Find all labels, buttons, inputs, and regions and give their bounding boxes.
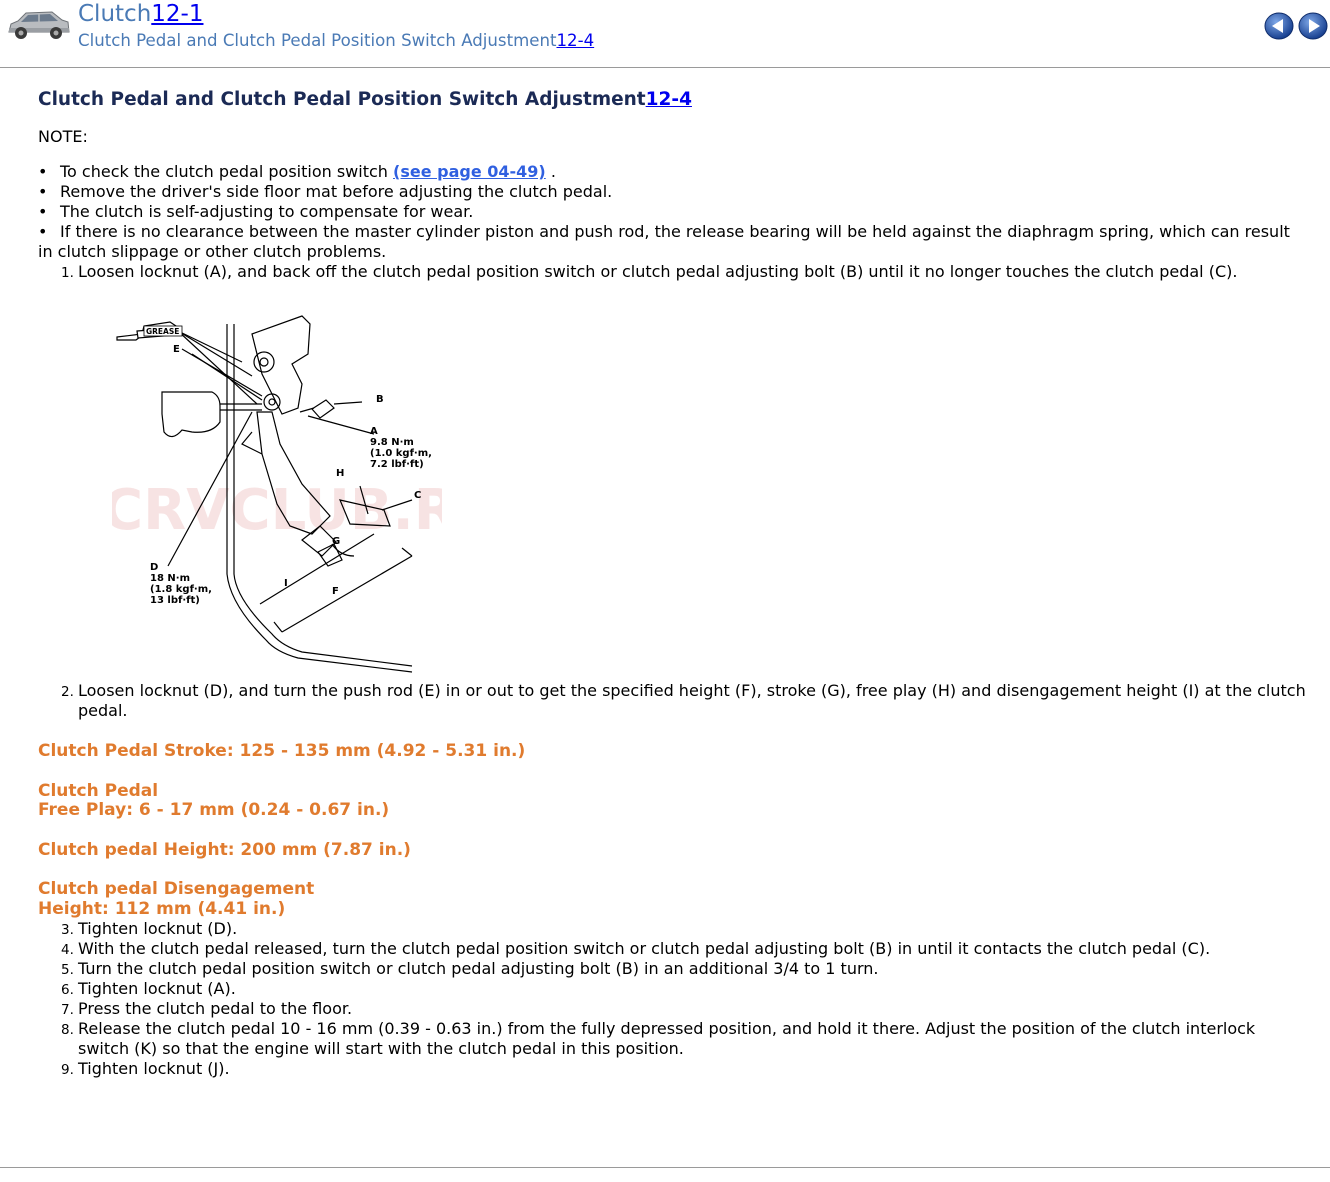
label-d: D [150,562,159,573]
header-subtitle-link[interactable]: 12-4 [556,31,595,50]
header-title [78,1,203,27]
label-h: H [336,468,345,479]
spec-disengagement-line1: Clutch pedal Disengagement [38,879,315,899]
step-text: Tighten locknut (A). [78,979,236,998]
label-a-torque-2: (1.0 kgf·m, [370,448,432,459]
note-4-text: If there is no clearance between the master cylinder piston and push rod, the release bearing will be held against the diaphragm spring, which can result in clutch slippage or other clutch problems. [38,222,1290,261]
watermark-text: CRVCLUB.R [112,478,442,543]
car-icon [6,8,72,42]
note-1-after: . [550,162,556,181]
label-e: E [173,344,180,355]
steps-list [38,262,1308,282]
spec-disengagement [38,880,1308,919]
bullet: • [38,182,48,201]
list-item [38,222,1308,262]
main-content [38,88,1308,1079]
section-title-text: Clutch Pedal and Clutch Pedal Position Switch Adjustment [38,89,646,110]
step-item [38,939,1308,959]
step-text: Loosen locknut (D), and turn the push rod (E) in or out to get the specified height (F), stroke (G), free play (H) and disengagement height (I) at the clutch pedal. [78,681,1306,720]
step-number: 1. [61,265,74,281]
label-d-torque-2: (1.8 kgf·m, [150,584,212,595]
step-text: Tighten locknut (J). [78,1059,230,1078]
see-page-link[interactable]: (see page 04-49) [393,162,546,181]
clutch-pedal-diagram [112,304,442,676]
step-number: 2. [61,684,74,700]
step-item [38,681,1308,721]
spec-freeplay [38,782,1308,821]
label-d-torque-1: 18 N·m [150,573,190,584]
note-label: NOTE: [38,127,88,146]
label-a-torque-1: 9.8 N·m [370,437,414,448]
arrow-left-icon[interactable] [1264,12,1294,40]
bullet: • [38,222,48,241]
spec-height: Clutch pedal Height: 200 mm (7.87 in.) [38,839,411,860]
list-item [38,162,1308,182]
list-item [38,182,1308,202]
diagram-labels [144,326,432,606]
step-number: 6. [61,982,74,998]
header-subtitle-text: Clutch Pedal and Clutch Pedal Position Switch Adjustment [78,31,557,50]
label-i: I [284,578,288,589]
arrow-right-icon[interactable] [1298,12,1328,40]
step-text: Tighten locknut (D). [78,919,238,938]
header-title-text: Clutch [78,1,152,27]
label-grease: GREASE [146,327,180,336]
spec-freeplay-line1: Clutch Pedal [38,780,159,801]
step-item [38,979,1308,999]
step-number: 4. [61,942,74,958]
step-text: With the clutch pedal released, turn the clutch pedal position switch or clutch pedal adjusting bolt (B) in until it contacts the clutch pedal (C). [78,939,1211,958]
section-title [38,88,1308,112]
spec-disengagement-line2: Height: 112 mm (4.41 in.) [38,898,286,919]
header-title-link[interactable]: 12-1 [151,1,204,27]
step-item [38,1059,1308,1079]
steps-list [38,919,1308,1079]
step-text: Loosen locknut (A), and back off the clutch pedal position switch or clutch pedal adjusting bolt (B) until it no longer touches the clutch pedal (C). [78,262,1238,281]
step-number: 8. [61,1022,74,1038]
section-title-link[interactable]: 12-4 [645,89,692,110]
step-item [38,999,1308,1019]
step-item [38,262,1308,282]
note-3-text: The clutch is self-adjusting to compensate for wear. [60,202,474,221]
label-a: A [370,426,378,437]
notes-list [38,162,1308,262]
label-g: G [332,536,341,547]
diagram-watermark [112,478,442,543]
step-number: 9. [61,1062,74,1078]
step-item [38,919,1308,939]
step-item [38,959,1308,979]
footer-divider [0,1167,1330,1168]
step-text: Press the clutch pedal to the floor. [78,999,353,1018]
list-item [38,202,1308,222]
note-2-text: Remove the driver's side floor mat before adjusting the clutch pedal. [60,182,613,201]
spec-stroke: Clutch Pedal Stroke: 125 - 135 mm (4.92 - 5.31 in.) [38,741,526,761]
page-header [0,0,1330,68]
step-number: 7. [61,1002,74,1018]
step-item [38,1019,1308,1059]
header-subtitle [78,31,594,50]
header-divider [0,67,1330,68]
label-c: C [414,490,422,501]
step-text: Turn the clutch pedal position switch or clutch pedal adjusting bolt (B) in an additional 3/4 to 1 turn. [78,959,879,978]
spec-freeplay-line2: Free Play: 6 - 17 mm (0.24 - 0.67 in.) [38,800,390,820]
note-1-text: To check the clutch pedal position switch [60,162,388,181]
step-number: 3. [61,922,74,938]
steps-list [38,681,1308,721]
bullet: • [38,162,48,181]
label-b: B [376,394,384,405]
step-text: Release the clutch pedal 10 - 16 mm (0.39 - 0.63 in.) from the fully depressed position, and hold it there. Adjust the position of the clutch interlock switch (K) so that the engine will start with the clutch pedal in this position. [78,1019,1256,1058]
label-d-torque-3: 13 lbf·ft) [150,595,200,606]
label-a-torque-3: 7.2 lbf·ft) [370,459,424,470]
bullet: • [38,202,48,221]
step-number: 5. [61,962,74,978]
label-f: F [332,586,339,597]
